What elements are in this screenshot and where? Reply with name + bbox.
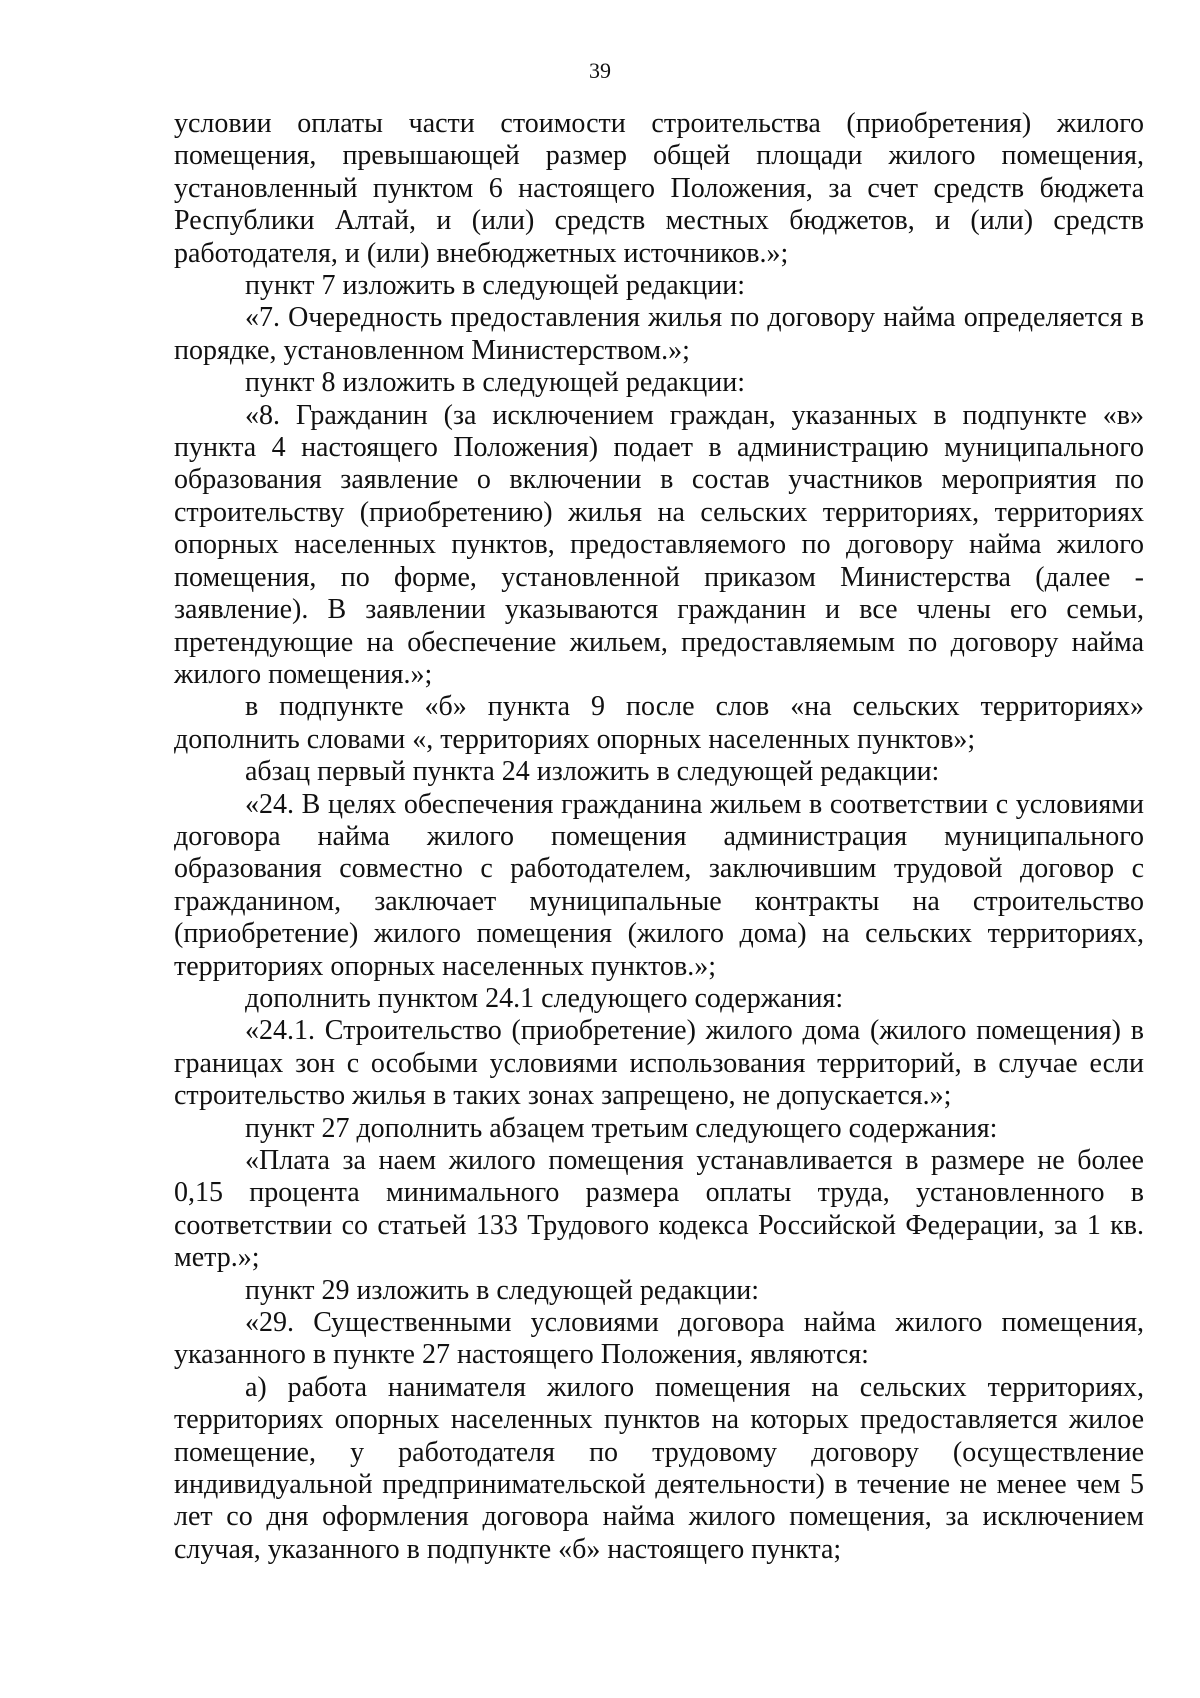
paragraph-item-29-intro: пункт 29 изложить в следующей редакции: [245, 1274, 759, 1306]
paragraph-item-7-intro: пункт 7 изложить в следующей редакции: [245, 270, 745, 302]
paragraph-item-24-text: «24. В целях обеспечения гражданина жильем в соответствии с условиями договора найма жилого помещения администрация муниципального образования совместно с работодателем, заключившим трудовой договор с гражданином, заключает муниципальные контракты на строительство (приобретение) жилого помещения (жилого дома) на сельских территориях, территориях опорных населенных пунктов.»; [174, 788, 1144, 982]
paragraph-continuation: условии оплаты части стоимости строительства (приобретения) жилого помещения, превышающей размер общей площади жилого помещения, установленный пунктом 6 настоящего Положения, за счет средств бюджета Республики Алтай, и (или) средств местных бюджетов, и (или) средств работодателя, и (или) внебюджетных источников.»; [174, 108, 1144, 269]
paragraph-item-9-amendment: в подпункте «б» пункта 9 после слов «на сельских территориях» дополнить словами «, территориях опорных населенных пунктов»; [174, 691, 1144, 755]
paragraph-item-27-text: «Плата за наем жилого помещения устанавливается в размере не более 0,15 процента минимального размера оплаты труда, установленного в соответствии со статьей 133 Трудового кодекса Российской Федерации, за 1 кв. метр.»; [174, 1145, 1144, 1274]
paragraph-item-8-text: «8. Гражданин (за исключением граждан, указанных в подпункте «в» пункта 4 настоящего Положения) подает в администрацию муниципального образования заявление о включении в состав участников мероприятия по строительству (приобретению) жилья на сельских территориях, территориях опорных населенных пунктов, предоставляемого по договору найма жилого помещения, по форме, установленной приказом Министерства (далее - заявление). В заявлении указываются гражданин и все члены его семьи, претендующие на обеспечение жильем, предоставляемым по договору найма жилого помещения.»; [174, 399, 1144, 690]
paragraph-item-24-intro: абзац первый пункта 24 изложить в следующей редакции: [245, 756, 940, 788]
page-number: 39 [589, 58, 611, 83]
paragraph-item-27-intro: пункт 27 дополнить абзацем третьим следующего содержания: [245, 1112, 998, 1144]
paragraph-item-29-subitem-a: а) работа нанимателя жилого помещения на сельских территориях, территориях опорных населенных пунктов на которых предоставляется жилое помещение, у работодателя по трудовому договору (осуществление индивидуальной предпринимательской деятельности) в течение не менее чем 5 лет со дня оформления договора найма жилого помещения, за исключением случая, указанного в подпункте «б» настоящего пункта; [174, 1371, 1144, 1565]
paragraph-item-8-intro: пункт 8 изложить в следующей редакции: [245, 367, 745, 399]
document-body [174, 108, 1144, 1566]
paragraph-item-7-text: «7. Очередность предоставления жилья по договору найма определяется в порядке, установленном Министерством.»; [174, 302, 1144, 366]
paragraph-item-24-1-intro: дополнить пунктом 24.1 следующего содержания: [245, 982, 844, 1014]
paragraph-item-29-text: «29. Существенными условиями договора найма жилого помещения, указанного в пункте 27 настоящего Положения, являются: [174, 1307, 1144, 1371]
paragraph-item-24-1-text: «24.1. Строительство (приобретение) жилого дома (жилого помещения) в границах зон с особыми условиями использования территорий, в случае если строительство жилья в таких зонах запрещено, не допускается.»; [174, 1015, 1144, 1112]
